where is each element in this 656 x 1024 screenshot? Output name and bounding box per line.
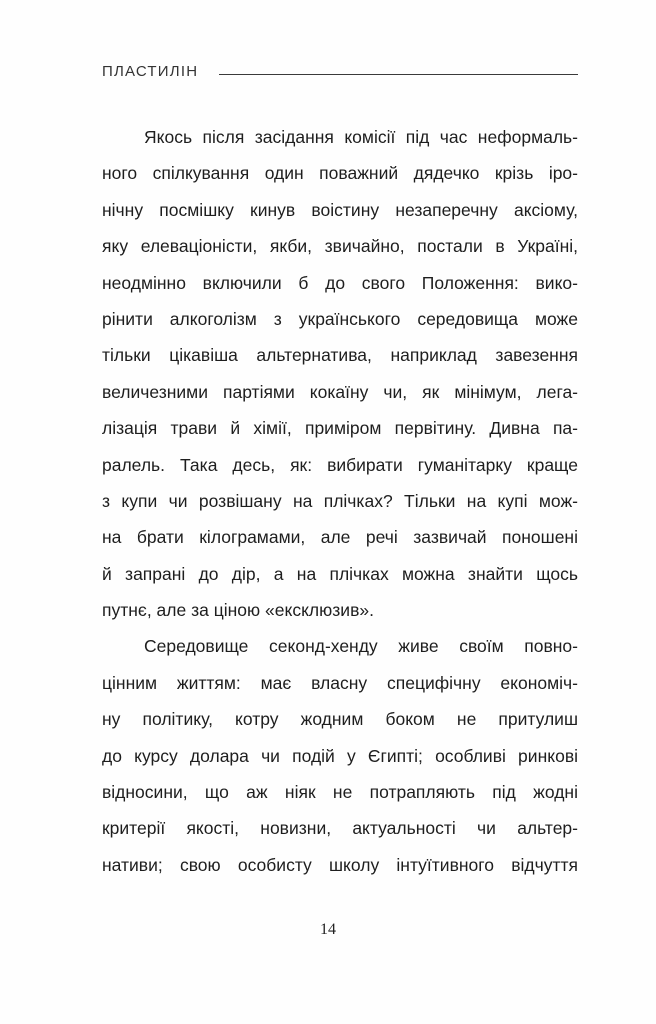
text-line: лізація трави й хімії, приміром первітину. Дивна па- <box>102 418 578 439</box>
header-rule <box>219 74 578 75</box>
text-line: Якось після засідання комісії під час неформаль- <box>144 127 578 147</box>
text-line: з купи чи розвішану на плічках? Тільки на купі мож- <box>102 490 578 511</box>
body-text <box>102 119 578 883</box>
text-line: яку елеваціоністи, якби, звичайно, постали в Україні, <box>102 236 578 257</box>
text-line: нативи; свою особисту школу інтуїтивного відчуття <box>102 854 578 875</box>
text-line: цінним життям: має власну специфічну економіч- <box>102 672 578 693</box>
page-number: 14 <box>320 921 336 938</box>
text-line: критерії якості, новизни, актуальності чи альтер- <box>102 818 578 839</box>
text-line: ного спілкування один поважний дядечко крізь іро- <box>102 163 578 184</box>
text-line: відносини, що аж ніяк не потрапляють під жодні <box>102 782 578 803</box>
text-line: ну політику, котру жодним боком не притулиш <box>102 709 578 730</box>
running-title: ПЛАСТИЛІН <box>102 63 199 80</box>
text-line: величезними партіями кокаїну чи, як мінімум, лега- <box>102 381 578 402</box>
text-line: нічну посмішку кинув воістину незаперечну аксіому, <box>102 199 578 220</box>
text-line: неодмінно включили б до свого Положення: вико- <box>102 272 578 293</box>
text-line: тільки цікавіша альтернатива, наприклад завезення <box>102 345 578 366</box>
text-line: на брати кілограмами, але речі зазвичай поношені <box>102 527 578 548</box>
text-line: рінити алкоголізм з українського середовища може <box>102 308 578 329</box>
text-line: Середовище секонд-хенду живе своїм повно- <box>144 636 578 657</box>
text-line: й запрані до дір, а на плічках можна знайти щось <box>102 563 578 584</box>
running-head <box>102 62 578 88</box>
text-line: ралель. Така десь, як: вибирати гуманітарку краще <box>102 454 578 475</box>
text-line: путнє, але за ціною «ексклюзив». <box>102 600 374 621</box>
text-line: до курсу долара чи подій у Єгипті; особливі ринкові <box>102 745 578 766</box>
